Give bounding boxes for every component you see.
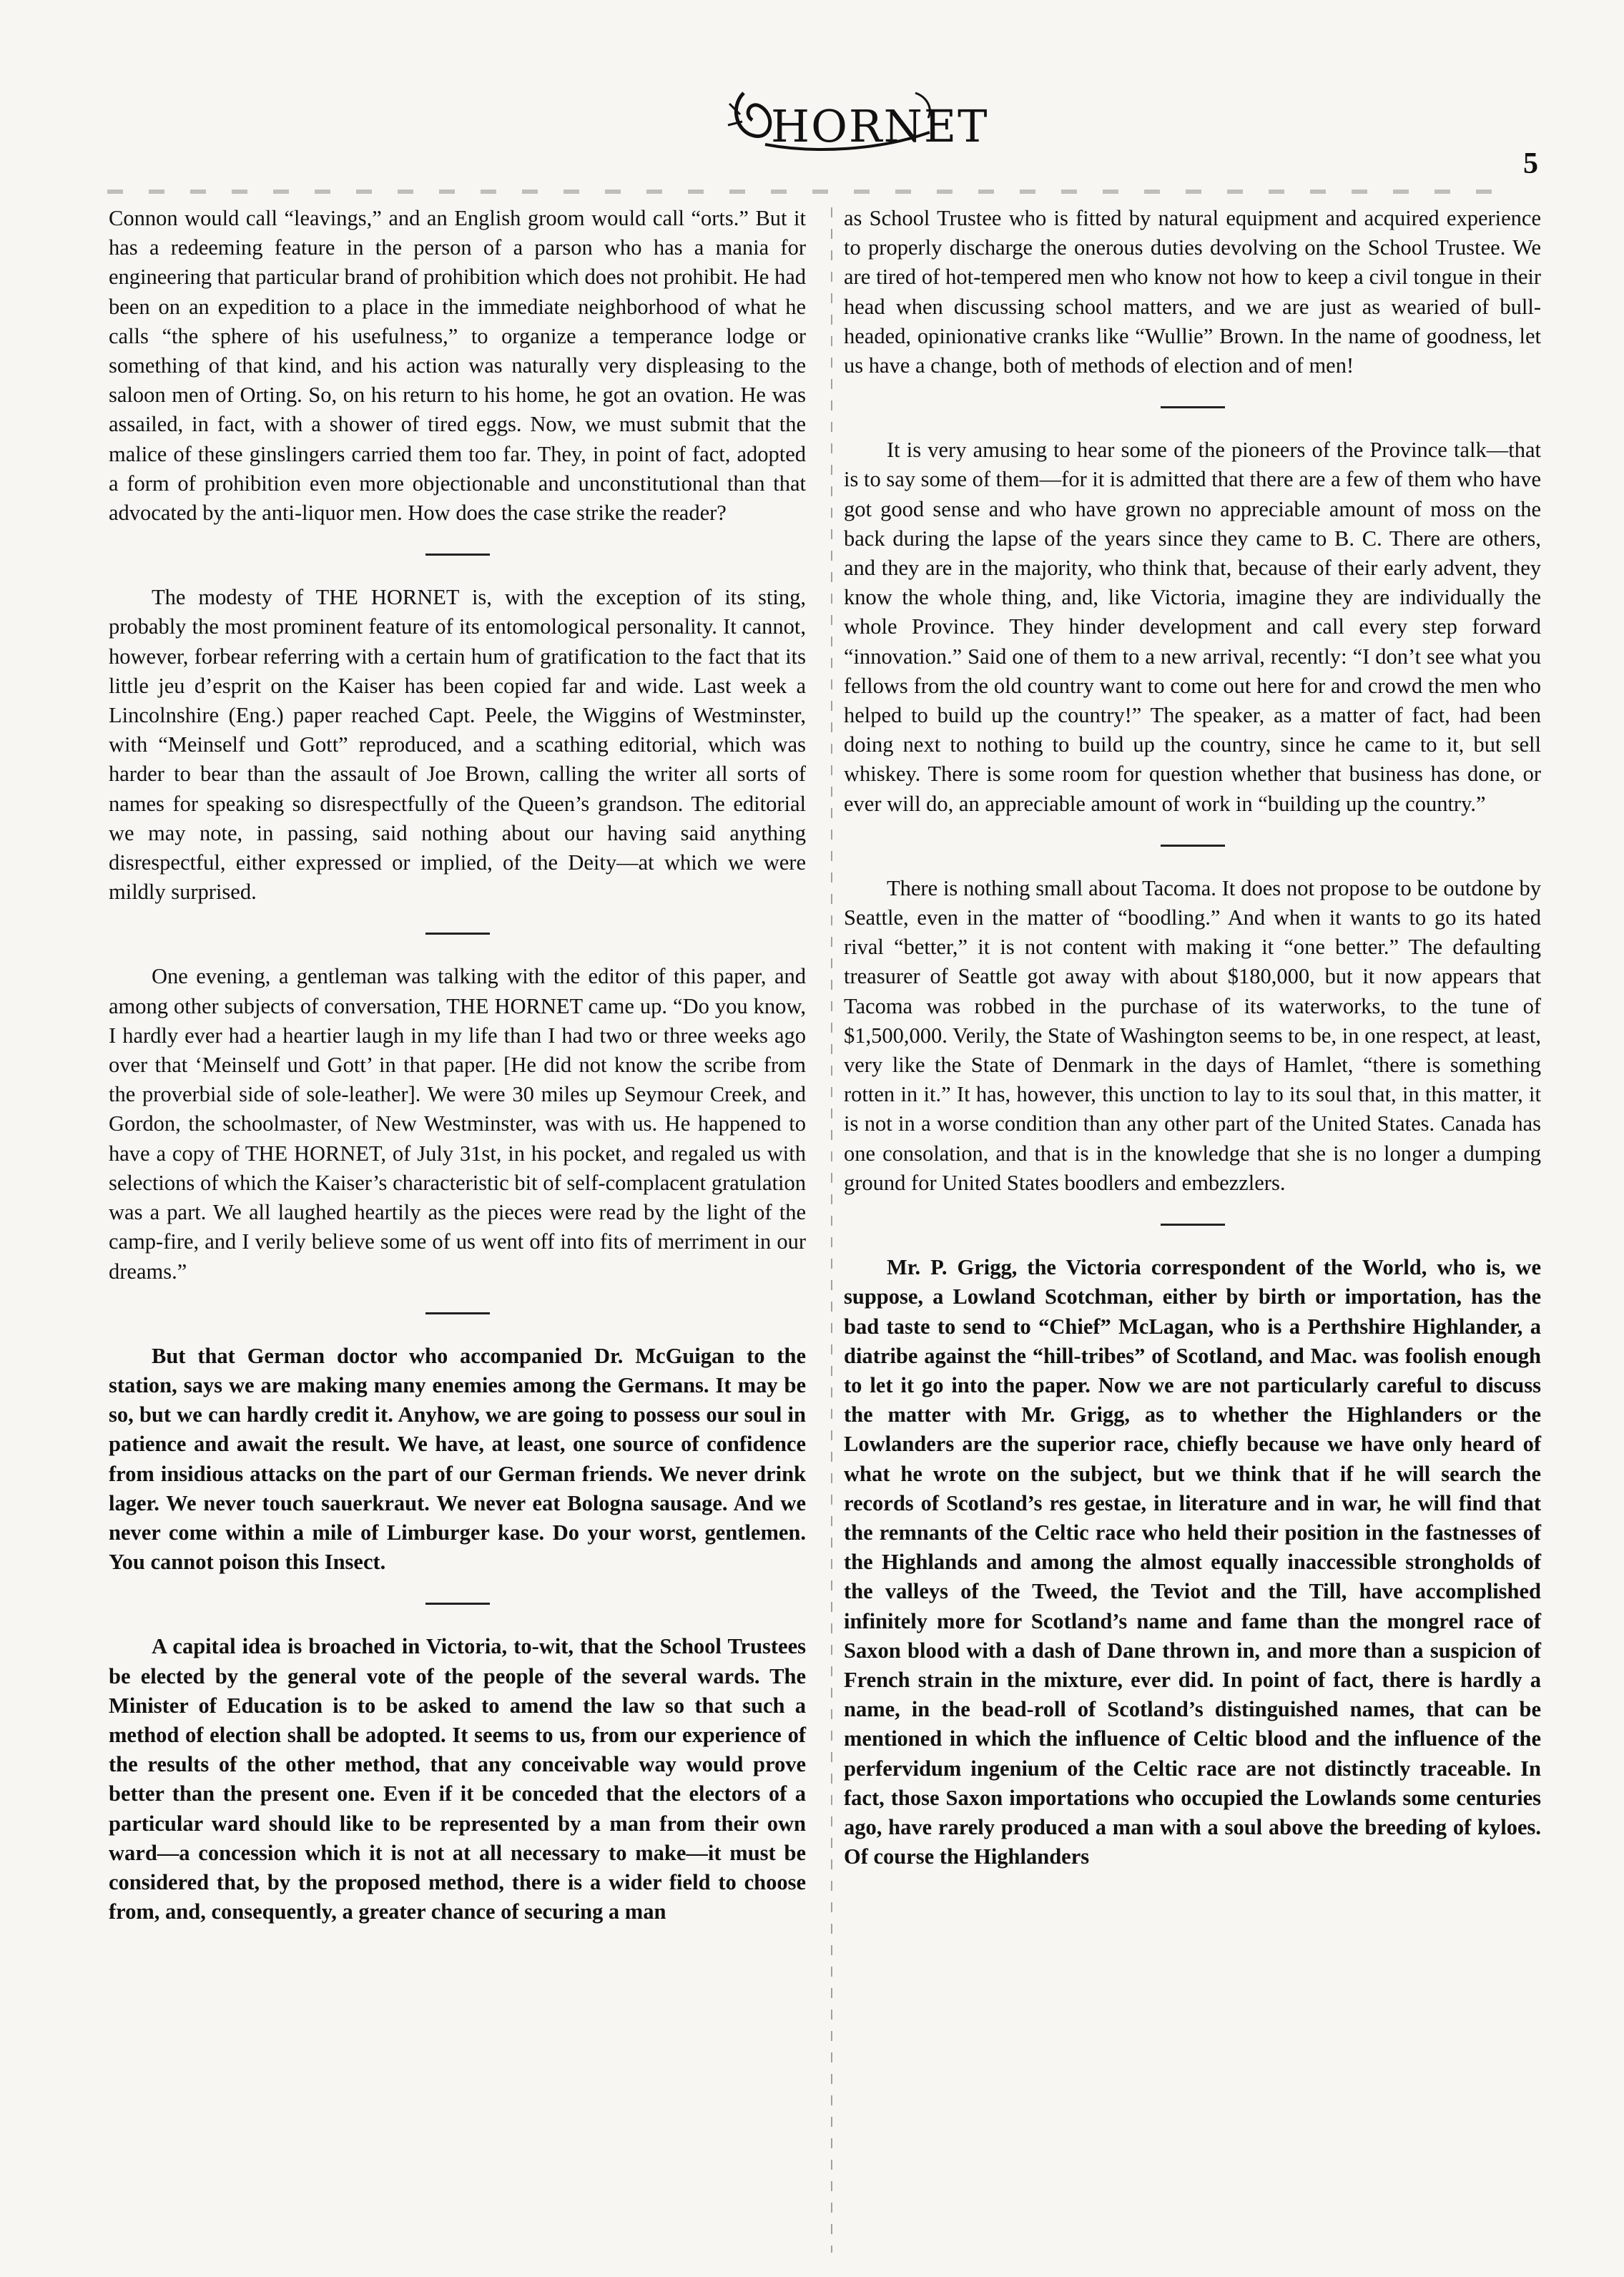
section-separator <box>425 1312 490 1314</box>
article-paragraph: There is nothing small about Tacoma. It does not propose to be outdone by Seattle, even in the matter of “boodling.” And when it wants to go its hated rival “better,” it is not content with making it “one better.” The defaulting treasurer of Seattle got away with about $180,000, but it now appears that Tacoma was robbed in the purchase of its waterworks, to the tune of $1,500,000. Verily, the State of Washington seems to be, in one respect, at least, very like the State of Denmark in the days of Hamlet, “there is something rotten in it.” It has, however, this unction to lay to its soul that, in this matter, it is not in a worse condition than any other part of the United States. Canada has one consolation, and that is in the knowledge that she is no longer a dumping ground for United States boodlers and embezzlers. <box>844 875 1541 1195</box>
masthead <box>0 64 1624 172</box>
article-paragraph: Connon would call “leavings,” and an English groom would call “orts.” But it has a redeeming feature in the person of a parson who has a mania for engineering that particular brand of prohibition which does not prohibit. He had been on an expedition to a place in the immediate neighborhood of what he calls “the sphere of his usefulness,” to organize a temperance lodge or something of that kind, and his action was naturally very displeasing to the saloon men of Orting. So, on his return to his home, he got an ovation. He was assailed, in fact, with a shower of tired eggs. Now, we must submit that the malice of these ginslingers carried them too far. They, in point of fact, adopted a form of prohibition even more objectionable and unconstitutional than that advocated by the anti-liquor men. How does the case strike the reader? <box>109 206 806 526</box>
column-divider <box>831 207 832 2253</box>
article-paragraph: A capital idea is broached in Victoria, to-wit, that the School Trustees be elected by the general vote of the people of the several wards. The Minister of Education is to be asked to amend the law so that such a method of election shall be adopted. It seems to us, from our experience of the results of the other method, that any conceivable way would prove better than the present one. Even if it be conceded that the electors of a particular ward should like to be represented by a man from their own ward—a concession which it is not at all necessary to make—it must be considered that, by the proposed method, there is a wider field to choose from, and, consequently, a greater chance of securing a man <box>109 1634 806 1924</box>
header-rule <box>107 190 1516 194</box>
section-separator <box>1161 406 1225 408</box>
article-paragraph: Mr. P. Grigg, the Victoria correspondent of the World, who is, we suppose, a Lowland Scotchman, either by birth or importation, has the bad taste to send to “Chief” McLagan, who is a Perthshire Highlander, a diatribe against the “hill-tribes” of Scotland, and Mac. was foolish enough to let it go into the paper. Now we are not particularly careful to discuss the matter with Mr. Grigg, as to whether the Highlanders or the Lowlanders are the superior race, chiefly because we have only heard of what he wrote on the subject, but we think that if he will search the records of Scotland’s res gestae, in literature and in war, he will find that the remnants of the Celtic race who held their position in the fastnesses of the Highlands and among the almost equally inaccessible strongholds of the valleys of the Tweed, the Teviot and the Till, have accomplished infinitely more for Scotland’s name and fame than the mongrel race of Saxon blood with a dash of Dane thrown in, and more than a suspicion of French strain in the mixture, ever did. In point of fact, there is hardly a name, in the bead-roll of Scotland’s distinguished names, that can be mentioned in which the influence of Celtic blood and the influence of the perfervidum ingenium of the Celtic race are not distinctly traceable. In fact, those Saxon importations who occupied the Lowlands some centuries ago, have rarely produced a man with a soul above the breeding of kyloes. Of course the Highlanders <box>844 1255 1541 1869</box>
article-paragraph: It is very amusing to hear some of the pioneers of the Province talk—that is to say some of them—for it is admitted that there are a few of them who have got good sense and who have grown no appreciable amount of moss on the back during the lapse of the years since they came to B. C. There are others, and they are in the majority, who think that, because of their early advent, they know the whole thing, and, like Victoria, imagine they are individually the whole Province. They hinder development and call every step forward “innovation.” Said one of them to a new arrival, recently: “I don’t see what you fellows from the old country want to come out here for and crowd the men who helped to build up the country!” The speaker, as a matter of fact, had been doing next to nothing to build up the country, since he came to it, but sell whiskey. There is some room for question whether that business has done, or ever will do, an appreciable amount of work in “building up the country.” <box>844 438 1541 816</box>
article-paragraph: The modesty of THE HORNET is, with the exception of its sting, probably the most prominent feature of its entomological personality. It cannot, however, forbear referring with a certain hum of gratification to the fact that its little jeu d’esprit on the Kaiser has been copied far and wide. Last week a Lincolnshire (Eng.) paper reached Capt. Peele, the Wiggins of Westminster, with “Meinself und Gott” reproduced, and a scathing editorial, which was harder to bear than the assault of Joe Brown, calling the writer all sorts of names for speaking so disrespectfully of the Queen’s grandson. The editorial we may note, in passing, said nothing about our having said anything disrespectful, either expressed or implied, of the Deity—at which we were mildly surprised. <box>109 585 806 905</box>
section-separator <box>425 1603 490 1605</box>
article-paragraph: One evening, a gentleman was talking with the editor of this paper, and among other subjects of conversation, THE HORNET came up. “Do you know, I hardly ever had a heartier laugh in my life than I had two or three weeks ago over that ‘Meinself und Gott’ in that paper. [He did not know the scribe from the proverbial side of sole-leather]. We were 30 miles up Seymour Creek, and Gordon, the schoolmaster, of New Westminster, was with us. He happened to have a copy of THE HORNET, of July 31st, in his pocket, and regaled us with selections of which the Kaiser’s characteristic bit of self-complacent gratulation was a part. We all laughed heartily as the pieces were read by the light of the camp-fire, and I verily believe some of us went off into fits of merriment in our dreams.” <box>109 964 806 1284</box>
section-separator <box>1161 1224 1225 1226</box>
logo-text: HORNET <box>771 100 989 152</box>
page-number: 5 <box>1523 147 1538 180</box>
article-paragraph: as School Trustee who is fitted by natural equipment and acquired experience to properly discharge the onerous duties devolving on the School Trustee. We are tired of hot-tempered men who know not how to keep a civil tongue in their head when discussing school matters, and we are just as wearied of bull-headed, opinionative cranks like “Wullie” Brown. In the name of goodness, let us have a change, both of methods of election and of men! <box>844 206 1541 378</box>
hornet-logo <box>715 64 989 172</box>
left-column <box>109 204 806 1927</box>
right-column <box>844 204 1541 1872</box>
section-separator <box>1161 845 1225 847</box>
article-paragraph: But that German doctor who accompanied Dr. McGuigan to the station, says we are making many enemies among the Germans. It may be so, but we can hardly credit it. Anyhow, we are going to possess our soul in patience and await the result. We have, at least, one source of confidence from insidious attacks on the part of our German friends. We never drink lager. We never touch sauerkraut. We never eat Bologna sausage. And we never come within a mile of Limburger kase. Do your worst, gentlemen. You cannot poison this Insect. <box>109 1343 806 1575</box>
section-separator <box>425 933 490 935</box>
section-separator <box>425 554 490 556</box>
